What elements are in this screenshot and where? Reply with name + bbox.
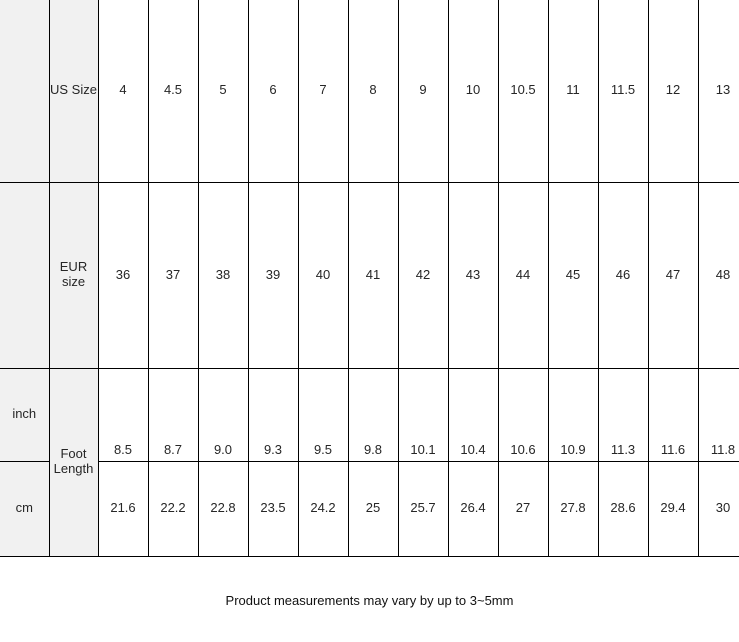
eur-size-row-label: EUR size xyxy=(49,182,98,368)
eur-size-cell: 40 xyxy=(298,182,348,368)
inch-cell: 10.6 xyxy=(498,368,548,461)
us-size-cell: 7 xyxy=(298,0,348,182)
us-size-cell: 6 xyxy=(248,0,298,182)
eur-size-cell: 41 xyxy=(348,182,398,368)
inch-cell: 11.8 xyxy=(698,368,739,461)
eur-size-cell: 48 xyxy=(698,182,739,368)
eur-size-cell: 44 xyxy=(498,182,548,368)
cm-unit-label: cm xyxy=(0,461,49,556)
cm-cell: 21.6 xyxy=(98,461,148,556)
cm-cell: 26.4 xyxy=(448,461,498,556)
inch-unit-label: inch xyxy=(0,368,49,461)
eur-size-cell: 45 xyxy=(548,182,598,368)
table-row-eur-size xyxy=(0,182,739,368)
eur-size-cell: 37 xyxy=(148,182,198,368)
eur-size-cell: 39 xyxy=(248,182,298,368)
table-row-foot-length-inch xyxy=(0,368,739,461)
us-size-cell: 13 xyxy=(698,0,739,182)
cm-cell: 22.8 xyxy=(198,461,248,556)
eur-size-cell: 42 xyxy=(398,182,448,368)
corner-blank-cell xyxy=(0,0,49,182)
us-size-cell: 12 xyxy=(648,0,698,182)
table-row-foot-length-cm xyxy=(0,461,739,556)
cm-cell: 25 xyxy=(348,461,398,556)
table-row-us-size xyxy=(0,0,739,182)
inch-cell: 9.8 xyxy=(348,368,398,461)
us-size-cell: 10.5 xyxy=(498,0,548,182)
us-size-cell: 11.5 xyxy=(598,0,648,182)
inch-cell: 8.5 xyxy=(98,368,148,461)
us-size-cell: 10 xyxy=(448,0,498,182)
inch-cell: 8.7 xyxy=(148,368,198,461)
inch-cell: 9.3 xyxy=(248,368,298,461)
cm-cell: 25.7 xyxy=(398,461,448,556)
inch-cell: 11.3 xyxy=(598,368,648,461)
eur-size-cell: 43 xyxy=(448,182,498,368)
inch-cell: 10.1 xyxy=(398,368,448,461)
us-size-cell: 9 xyxy=(398,0,448,182)
cm-cell: 22.2 xyxy=(148,461,198,556)
cm-cell: 27.8 xyxy=(548,461,598,556)
measurement-disclaimer-note: Product measurements may vary by up to 3~5mm xyxy=(225,592,514,608)
cm-cell: 28.6 xyxy=(598,461,648,556)
inch-cell: 10.9 xyxy=(548,368,598,461)
inch-cell: 9.5 xyxy=(298,368,348,461)
eur-size-cell: 47 xyxy=(648,182,698,368)
inch-cell: 11.6 xyxy=(648,368,698,461)
us-size-cell: 8 xyxy=(348,0,398,182)
cm-cell: 23.5 xyxy=(248,461,298,556)
cm-cell: 29.4 xyxy=(648,461,698,556)
cm-cell: 30 xyxy=(698,461,739,556)
us-size-row-label: US Size xyxy=(49,0,98,182)
us-size-cell: 5 xyxy=(198,0,248,182)
inch-cell: 10.4 xyxy=(448,368,498,461)
foot-length-row-label: Foot Length xyxy=(49,368,98,556)
eur-size-cell: 46 xyxy=(598,182,648,368)
us-size-cell: 4 xyxy=(98,0,148,182)
eur-size-cell: 38 xyxy=(198,182,248,368)
us-size-cell: 4.5 xyxy=(148,0,198,182)
cm-cell: 27 xyxy=(498,461,548,556)
us-size-cell: 11 xyxy=(548,0,598,182)
eur-size-cell: 36 xyxy=(98,182,148,368)
blank-cell xyxy=(0,182,49,368)
cm-cell: 24.2 xyxy=(298,461,348,556)
inch-cell: 9.0 xyxy=(198,368,248,461)
